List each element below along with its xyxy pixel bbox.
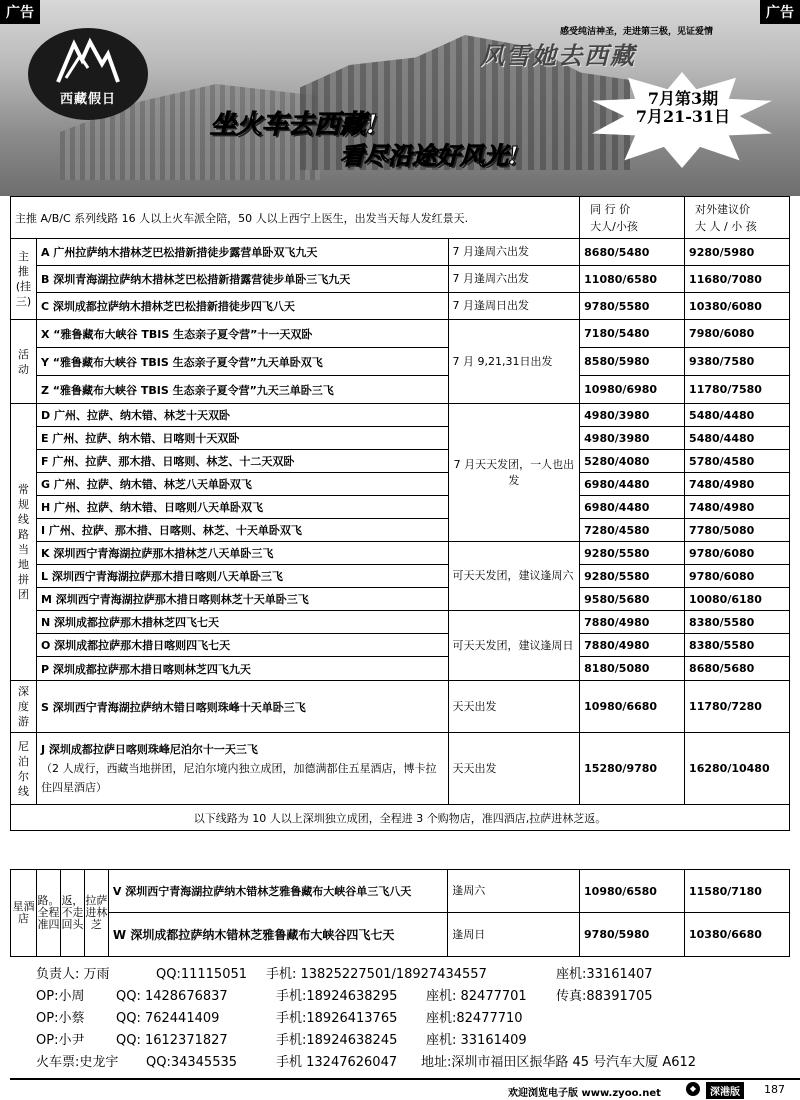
peer-price: 9280/5580 [580,565,685,588]
route-name: M 深圳西宁青海湖拉萨那木措日喀则林芝十天单卧三飞 [36,588,448,611]
route-description: （2 人成行，西藏当地拼团，尼泊尔境内独立成团，加德满都住五星酒店，博卡拉住四星酒店） [40,762,437,794]
mountain-logo-icon [56,34,120,86]
route-name: P 深圳成都拉萨那木措日喀则林芝四飞九天 [36,657,448,681]
contact-name: OP:小尹 [36,1033,85,1048]
peer-price: 8580/5980 [580,348,685,376]
peer-price: 5280/4080 [580,450,685,473]
route-name: K 深圳西宁青海湖拉萨那木措林芝八天单卧三飞 [36,542,448,565]
retail-price: 7780/5080 [685,519,790,542]
sub-title: 看尽沿途好风光! [340,141,519,170]
retail-price: 8680/5680 [685,657,790,681]
retail-price: 9280/5980 [685,239,790,266]
contact-mobile: 手机:18926413765 [276,1011,398,1026]
route-name: B 深圳青海湖拉萨纳木措林芝巴松措新措露营徒步单卧三飞九天 [36,266,448,293]
group-label-nepal: 尼泊尔线 [11,733,37,805]
peer-price-header: 同 行 价 大人/小孩 [580,197,685,239]
peer-price: 4980/3980 [580,427,685,450]
table-row [11,913,790,957]
contact-landline: 座机:82477710 [426,1011,523,1026]
contact-landline: 座机:33161407 [556,967,653,982]
retail-price: 10380/6680 [684,913,789,957]
table-row [11,588,790,611]
route-name: Y “雅鲁藏布大峡谷 TBIS 生态亲子夏令营”九天单卧双飞 [36,348,448,376]
peer-price: 7280/4580 [580,519,685,542]
retail-price: 11580/7180 [684,870,789,913]
retail-price: 11680/7080 [685,266,790,293]
edition-badge-icon: ◆ [686,1082,700,1096]
slogan: 感受纯洁神圣，走进第三极，见证爱情 [560,27,714,37]
group-note: 以下线路为 10 人以上深圳独立成团，全程进 3 个购物店，准四酒店,拉萨进林芝返。 [11,805,790,831]
retail-price: 9380/7580 [685,348,790,376]
departure: 7 月逢周六出发 [448,266,580,293]
contact-name: 负责人: 万雨 [36,967,110,982]
peer-price: 7880/4980 [580,634,685,657]
group-label-main: 主推(挂三) [11,239,37,320]
departure: 可天天发团，建议逢周日 [448,611,580,681]
contact-landline: 座机: 82477701 [426,989,527,1004]
table-row [11,404,790,427]
retail-price: 11780/7280 [685,681,790,733]
peer-price: 15280/9780 [580,733,685,805]
route-name: J 深圳成都拉萨日喀则珠峰尼泊尔十一天三飞 [40,743,258,756]
group-label-deep: 深度游 [11,681,37,733]
retail-price: 9780/6080 [685,542,790,565]
page-number: 187 [764,1083,785,1096]
table-intro: 主推 A/B/C 系列线路 16 人以上火车派全陪，50 人以上西宁上医生，出发当天每人发红景天. [11,197,580,239]
departure: 逢周日 [448,913,580,957]
retail-price: 5480/4480 [685,427,790,450]
contact-row [36,1030,786,1052]
note-row [11,805,790,831]
table-row [11,870,790,913]
main-title: 坐火车去西藏! [210,110,378,140]
table-row [11,519,790,542]
contact-mobile: 手机:18924638295 [276,989,398,1004]
issue-dates: 7月21-31日 [635,107,731,126]
retail-price-header: 对外建议价 大 人 / 小 孩 [685,197,790,239]
edition-label: 深港版 [706,1082,744,1099]
retail-price: 10380/6080 [685,293,790,320]
peer-price: 8180/5080 [580,657,685,681]
departure: 逢周六 [448,870,580,913]
peer-price: 9280/5580 [580,542,685,565]
departure: 天天出发 [448,733,580,805]
retail-price: 8380/5580 [685,611,790,634]
table-row [11,611,790,634]
issue-number: 7月第3期 [647,89,719,108]
contact-qq: QQ: 762441409 [116,1011,220,1026]
peer-price: 4980/3980 [580,404,685,427]
route-name: E 广州、拉萨、纳木错、日喀则十天双卧 [36,427,448,450]
contact-mobile: 手机: 13825227501/18927434557 [266,967,487,982]
peer-price: 7880/4980 [580,611,685,634]
peer-price: 9780/5980 [580,913,685,957]
ghost-title: 风雪她去西藏 [480,42,636,70]
special-table [10,869,790,957]
retail-price: 8380/5580 [685,634,790,657]
contact-name: OP:小蔡 [36,1011,85,1026]
table-row [11,266,790,293]
contact-mobile: 手机:18924638245 [276,1033,398,1048]
route-name: H 广州、拉萨、纳木错、日喀则八天单卧双飞 [36,496,448,519]
peer-price: 6980/4480 [580,473,685,496]
retail-price: 5480/4480 [685,404,790,427]
route-name: L 深圳西宁青海湖拉萨那木措日喀则八天单卧三飞 [36,565,448,588]
table-header-row [11,197,790,239]
special-note-col2: 路。全程准四 [36,870,60,957]
route-name: Z “雅鲁藏布大峡谷 TBIS 生态亲子夏令营”九天三单卧三飞 [36,376,448,404]
contact-address: 地址:深圳市福田区振华路 45 号汽车大厦 A612 [421,1055,697,1070]
table-row [11,565,790,588]
retail-price: 7480/4980 [685,496,790,519]
contact-qq: QQ:34345535 [146,1055,238,1070]
peer-price: 10980/6580 [580,870,685,913]
departure: 7 月 9,21,31日出发 [448,320,580,404]
route-name: A 广州拉萨纳木措林芝巴松措新措徒步露营单卧双飞九天 [36,239,448,266]
retail-price: 16280/10480 [685,733,790,805]
departure: 7 月天天发团，一人也出发 [448,404,580,542]
departure: 可天天发团，建议逢周六 [448,542,580,611]
contact-name: OP:小周 [36,989,85,1004]
route-name: O 深圳成都拉萨那木措日喀则四飞七天 [36,634,448,657]
group-label-activity: 活动 [11,320,37,404]
table-row [11,348,790,376]
group-label-regular: 常规线路当地拼团 [11,404,37,681]
special-note-col4: 拉萨进林芝 [84,870,108,957]
contact-name: 火车票:史龙宇 [36,1055,119,1070]
ad-tag-right: 广告 [760,0,800,24]
route-name: I 广州、拉萨、那木措、日喀则、林芝、十天单卧双飞 [36,519,448,542]
contact-fax: 传真:88391705 [556,989,653,1004]
table-row [11,496,790,519]
peer-price: 6980/4480 [580,496,685,519]
table-row [11,733,790,805]
table-row [11,634,790,657]
contact-row [36,964,786,986]
footer-website[interactable]: 欢迎浏览电子版 www.zyoo.net [508,1088,661,1099]
route-name: N 深圳成都拉萨那木措林芝四飞七天 [36,611,448,634]
footer [0,1078,800,1100]
peer-price: 8680/5480 [580,239,685,266]
retail-price: 11780/7580 [685,376,790,404]
contact-mobile: 手机 13247626047 [276,1055,398,1070]
table-row [11,320,790,348]
contact-row [36,1008,786,1030]
route-name: S 深圳西宁青海湖拉萨纳木错日喀则珠峰十天单卧三飞 [36,681,448,733]
price-table [10,196,790,831]
route-name: V 深圳西宁青海湖拉萨纳木错林芝雅鲁藏布大峡谷单三飞八天 [108,870,447,913]
table-row [11,681,790,733]
contact-qq: QQ:11115051 [156,967,248,982]
table-row [11,376,790,404]
table-row [11,657,790,681]
departure: 7 月逢周日出发 [448,293,580,320]
contact-row [36,986,786,1008]
retail-price: 5780/4580 [685,450,790,473]
banner [0,0,800,196]
departure: 7 月逢周六出发 [448,239,580,266]
table-row [11,427,790,450]
contact-row [36,1052,786,1074]
route-name: G 广州、拉萨、纳木错、林芝八天单卧双飞 [36,473,448,496]
issue-label [628,90,738,126]
footer-rule [10,1078,800,1080]
special-note-col1: 星酒店 [11,870,37,957]
departure: 天天出发 [448,681,580,733]
special-note-col3: 返，不走回头 [60,870,84,957]
route-name: X “雅鲁藏布大峡谷 TBIS 生态亲子夏令营”十一天双卧 [36,320,448,348]
peer-price: 9580/5680 [580,588,685,611]
retail-price: 7980/6080 [685,320,790,348]
table-row [11,473,790,496]
contact-qq: QQ: 1612371827 [116,1033,228,1048]
table-row [11,450,790,473]
retail-price: 10080/6180 [685,588,790,611]
contact-qq: QQ: 1428676837 [116,989,228,1004]
table-row [11,239,790,266]
logo-text: 西藏假日 [59,92,116,107]
retail-price: 9780/6080 [685,565,790,588]
route-name: F 广州、拉萨、那木措、日喀则、林芝、十二天双卧 [36,450,448,473]
peer-price: 7180/5480 [580,320,685,348]
logo [28,28,148,120]
contacts [36,964,786,1074]
ad-tag-left: 广告 [0,0,40,24]
peer-price: 11080/6580 [580,266,685,293]
route-name: C 深圳成都拉萨纳木措林芝巴松措新措徒步四飞八天 [36,293,448,320]
route-name: W 深圳成都拉萨纳木错林芝雅鲁藏布大峡谷四飞七天 [108,913,447,957]
route-name: D 广州、拉萨、纳木错、林芝十天双卧 [36,404,448,427]
peer-price: 10980/6680 [580,681,685,733]
contact-landline: 座机: 33161409 [426,1033,527,1048]
peer-price: 10980/6980 [580,376,685,404]
retail-price: 7480/4980 [685,473,790,496]
table-row [11,542,790,565]
table-row [11,293,790,320]
route-cell [36,733,448,805]
peer-price: 9780/5580 [580,293,685,320]
